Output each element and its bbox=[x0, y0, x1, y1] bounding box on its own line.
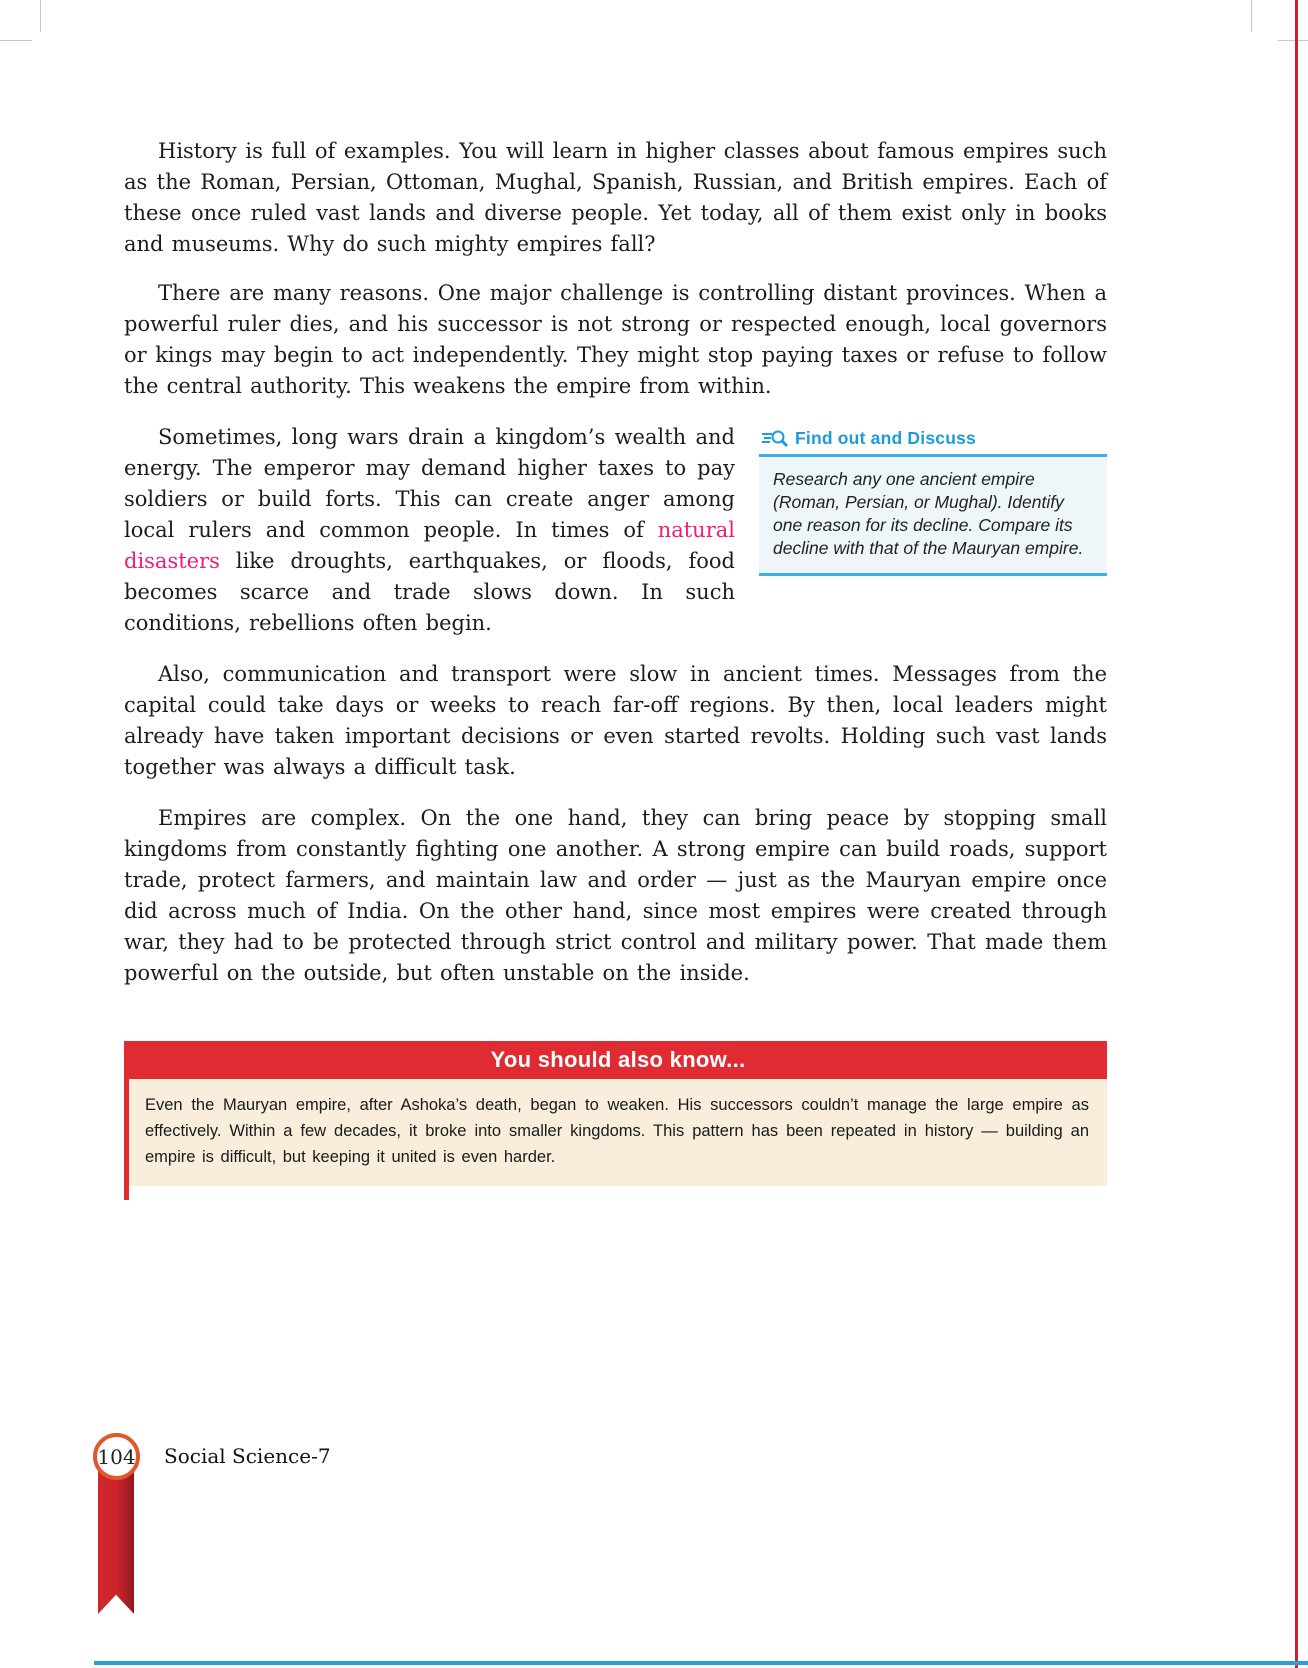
you-should-know-box bbox=[124, 1041, 1107, 1200]
bookmark-ribbon bbox=[98, 1466, 134, 1614]
paragraph-wars-with-sidebar bbox=[124, 422, 1107, 639]
sidebar-title: Find out and Discuss bbox=[795, 428, 976, 448]
paragraph-empires-complex: Empires are complex. On the one hand, they can bring peace by stopping small kingdoms from constantly fighting one another. A strong empire can build roads, support trade, protect farmers, and maintain law and order — just as the Mauryan empire once did across much of India. On the other hand, since most empires were created through war, they had to be protected through strict control and military power. That made them powerful on the outside, but often unstable on the inside. bbox=[124, 806, 1107, 985]
page-number-badge bbox=[93, 1433, 140, 1480]
magnifier-icon bbox=[761, 429, 789, 448]
page-edge-line bbox=[1295, 0, 1298, 1668]
you-should-know-title: You should also know... bbox=[129, 1041, 1107, 1079]
you-should-know-text: Even the Mauryan empire, after Ashoka’s death, began to weaken. His successors couldn’t manage the large empire as effectively. Within a few decades, it broke into smaller kingdoms. This pattern has been repeated in history — building an empire is difficult, but keeping it united is even harder. bbox=[129, 1079, 1107, 1186]
footer-book-title: Social Science-7 bbox=[164, 1444, 331, 1468]
crop-mark bbox=[1251, 0, 1252, 32]
paragraph-text: like droughts, earthquakes, or floods, food becomes scarce and trade slows down. In such conditions, rebellions often begin. bbox=[124, 549, 735, 635]
find-out-discuss-box bbox=[759, 426, 1107, 576]
bottom-accent-line bbox=[94, 1661, 1308, 1665]
page-number: 104 bbox=[97, 1444, 136, 1469]
crop-mark bbox=[0, 40, 32, 41]
paragraph-history-examples: History is full of examples. You will learn in higher classes about famous empires such as the Roman, Persian, Ottoman, Mughal, Spanish, Russian, and British empires. Each of these once ruled vast lands and diverse people. Yet today, all of them exist only in books and museums. Why do such mighty empires fall? bbox=[124, 139, 1107, 256]
crop-mark bbox=[1278, 40, 1308, 41]
paragraph-many-reasons: There are many reasons. One major challenge is controlling distant provinces. When a powerful ruler dies, and his successor is not strong or respected enough, local governors or kings may begin to act independently. They might stop paying taxes or refuse to follow the central authority. This weakens the empire from within. bbox=[124, 281, 1107, 398]
crop-mark bbox=[40, 0, 41, 32]
sidebar-body-text: Research any one ancient empire (Roman, Persian, or Mughal). Identify one reason for its decline. Compare its decline with that of the Mauryan empire. bbox=[759, 457, 1107, 576]
paragraph-communication: Also, communication and transport were slow in ancient times. Messages from the capital could take days or weeks to reach far-off regions. By then, local leaders might already have taken important decisions or even started revolts. Holding such vast lands together was always a difficult task. bbox=[124, 662, 1107, 779]
highlighted-term: natural disasters bbox=[124, 518, 735, 573]
paragraph-text: Sometimes, long wars drain a kingdom’s wealth and energy. The emperor may demand higher taxes to pay soldiers or build forts. This can create anger among local rulers and common people. In times of bbox=[124, 425, 735, 542]
find-out-discuss-header bbox=[759, 426, 1107, 457]
page-content bbox=[124, 136, 1107, 1200]
